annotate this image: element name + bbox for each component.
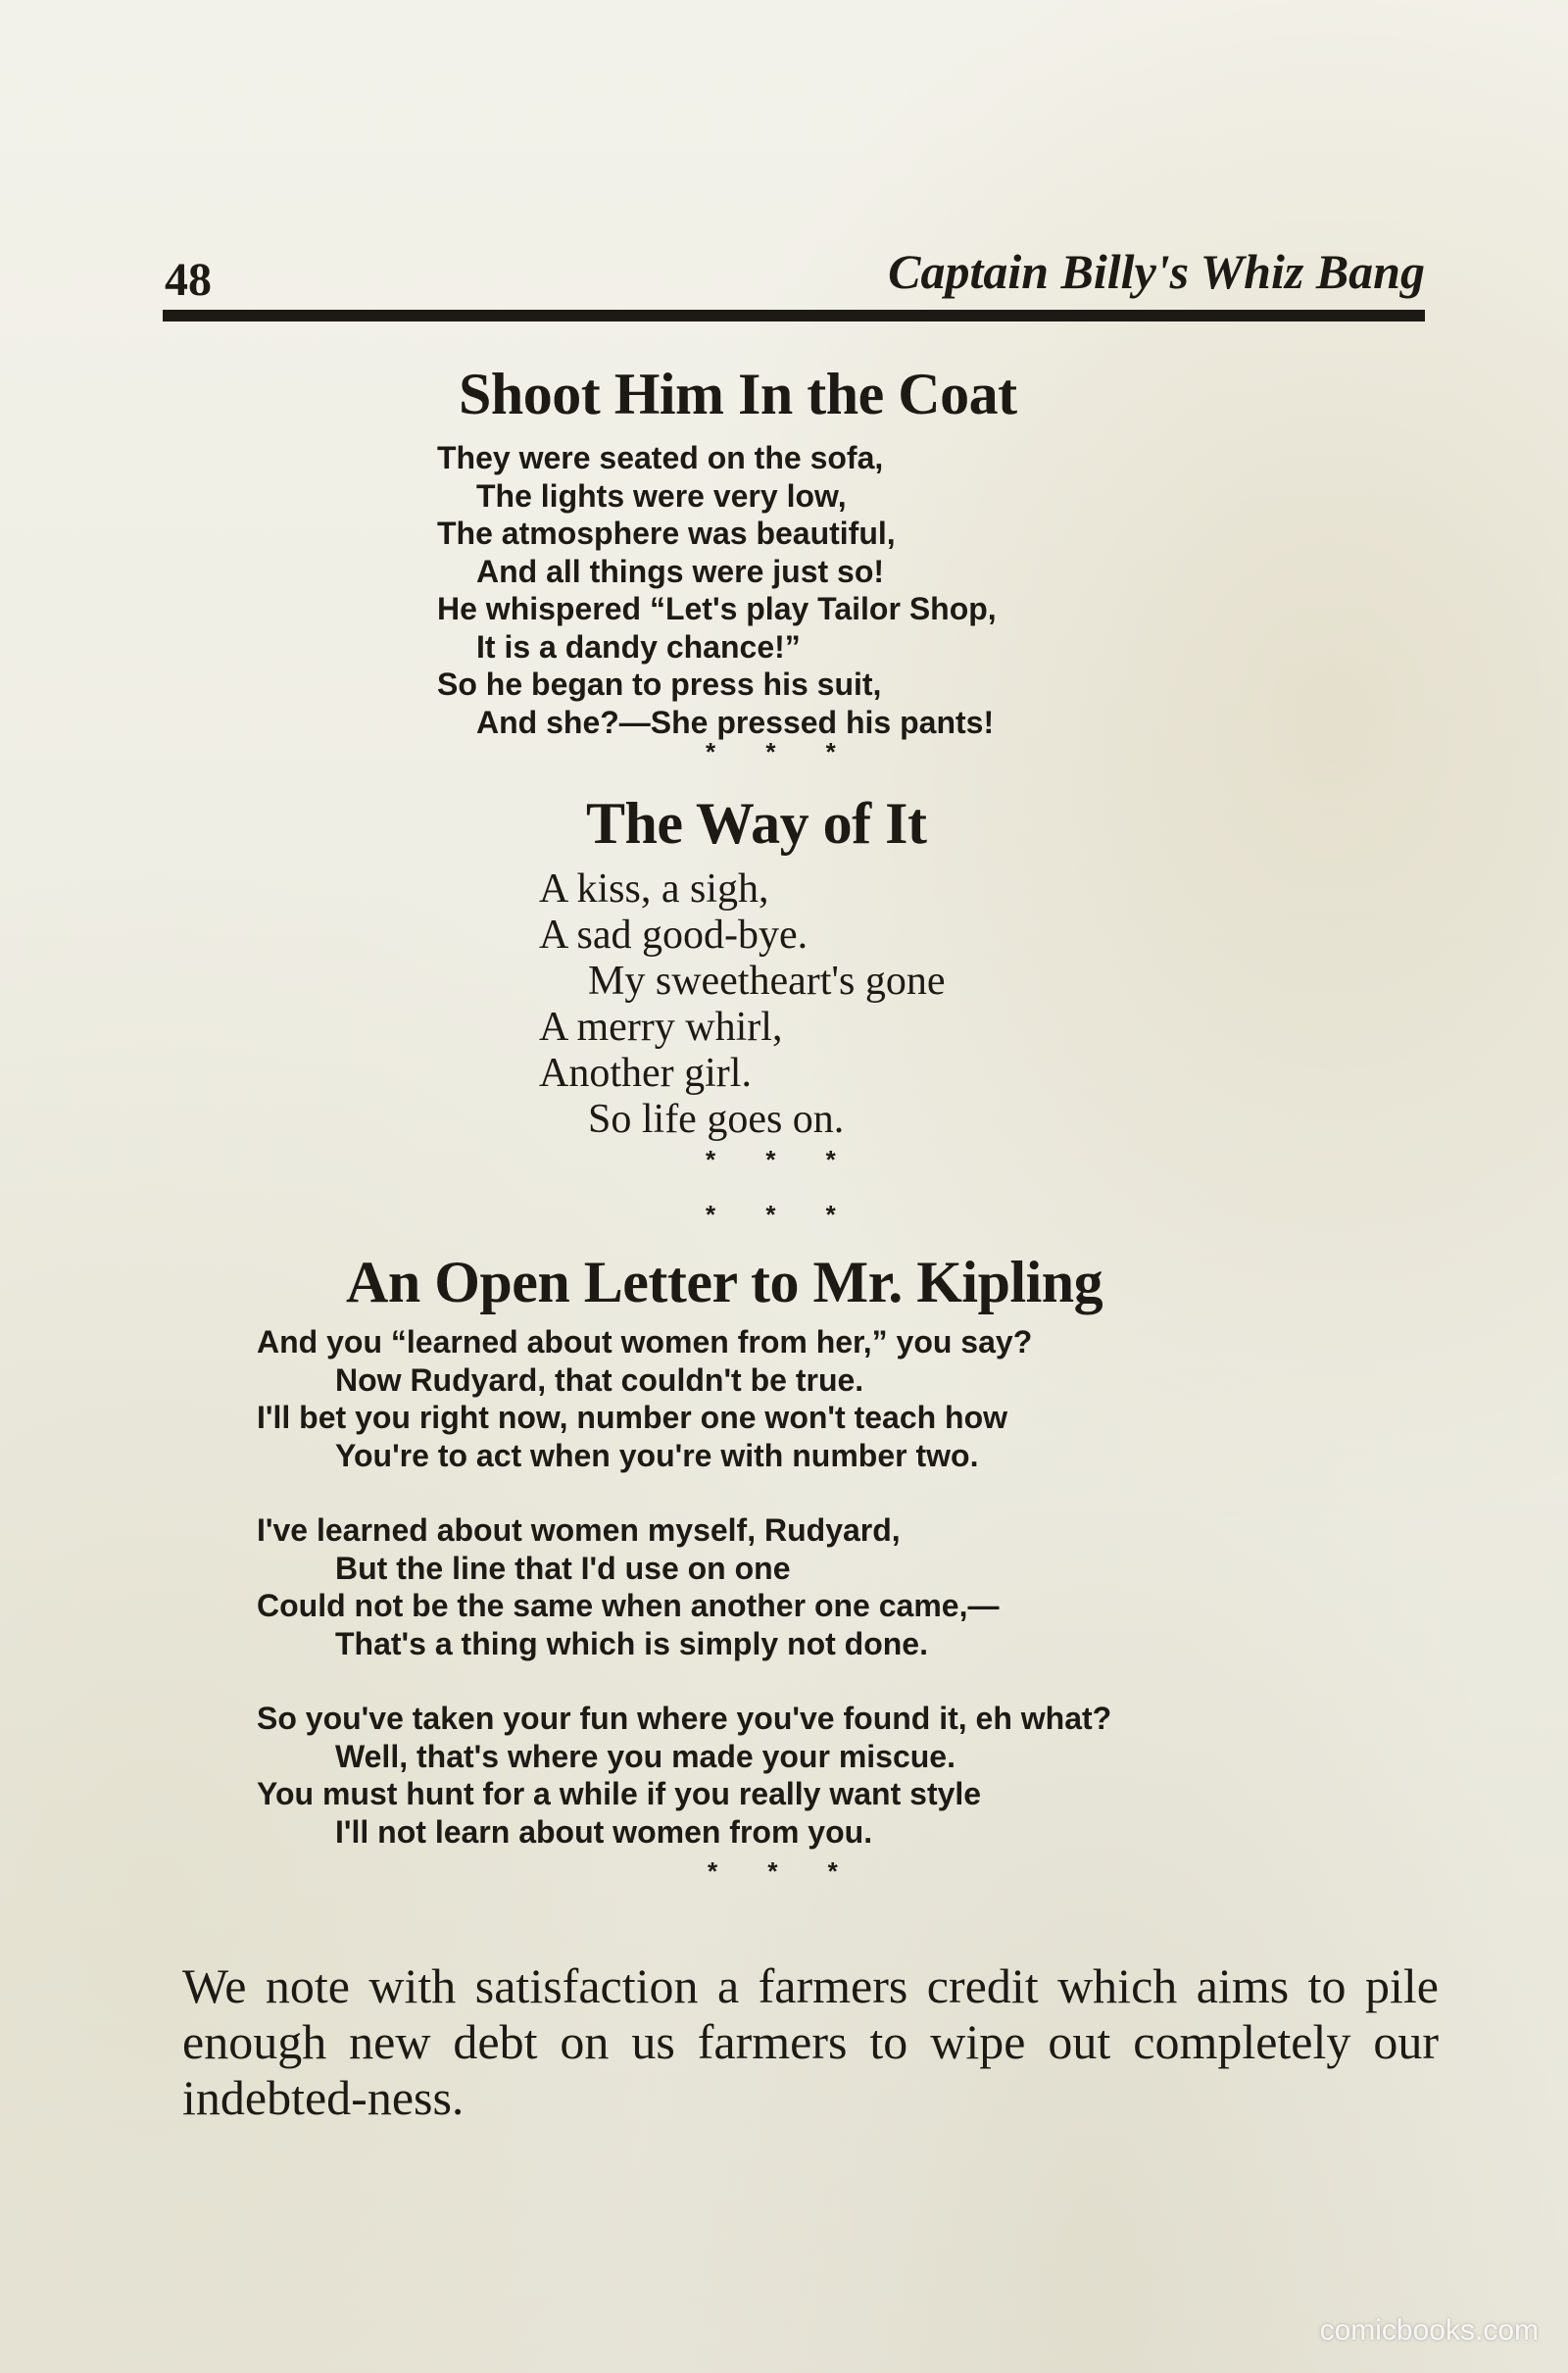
poem-line: My sweetheart's gone	[588, 959, 946, 1004]
poem-line: And she?—She pressed his pants!	[476, 704, 995, 740]
poem-line: So he began to press his suit,	[437, 667, 882, 702]
poem-line: But the line that I'd use on one	[335, 1550, 791, 1586]
poem-line: He whispered “Let's play Tailor Shop,	[437, 591, 997, 626]
poem-line: It is a dandy chance!”	[476, 628, 801, 665]
poem-line: The atmosphere was beautiful,	[437, 516, 896, 551]
poem-open-letter	[257, 1323, 1111, 1851]
section-title-shoot-him: Shoot Him In the Coat	[459, 362, 1017, 426]
watermark: comicbooks.com	[1319, 2314, 1539, 2347]
poem-shoot-him	[437, 439, 997, 741]
section-title-way-of-it: The Way of It	[586, 791, 927, 856]
poem-line: And you “learned about women from her,” you say?	[257, 1324, 1033, 1360]
separator-stars: * * *	[706, 737, 836, 766]
poem-line: I'll bet you right now, number one won't teach how	[257, 1400, 1008, 1435]
poem-line: So life goes on.	[588, 1097, 845, 1142]
header-rule	[163, 310, 1425, 321]
poem-line: You're to act when you're with number two.	[335, 1437, 979, 1473]
poem-line: I've learned about women myself, Rudyard,	[257, 1512, 901, 1548]
poem-line: A sad good-bye.	[539, 913, 808, 958]
page-number: 48	[165, 254, 212, 306]
poem-line: And all things were just so!	[476, 553, 885, 589]
poem-line: The lights were very low,	[476, 477, 847, 514]
poem-line: Well, that's where you made your miscue.	[335, 1738, 956, 1774]
stanza-gap	[257, 1474, 1111, 1511]
separator-stars: * * *	[706, 1145, 836, 1174]
running-title: Captain Billy's Whiz Bang	[888, 244, 1425, 299]
poem-line: A kiss, a sigh,	[539, 866, 769, 912]
poem-line: So you've taken your fun where you've found it, eh what?	[257, 1701, 1112, 1736]
poem-line: Another girl.	[539, 1051, 752, 1096]
section-title-open-letter: An Open Letter to Mr. Kipling	[346, 1250, 1103, 1314]
poem-line: They were seated on the sofa,	[437, 440, 884, 475]
separator-stars: * * *	[706, 1200, 836, 1229]
poem-way-of-it	[539, 866, 945, 1143]
separator-stars: * * *	[708, 1856, 838, 1886]
stanza-gap	[257, 1662, 1111, 1700]
closing-paragraph: We note with satisfaction a farmers credit which aims to pile enough new debt on us farmers to wipe out completely our indebted-ness.	[182, 1958, 1439, 2125]
poem-line: You must hunt for a while if you really want style	[257, 1776, 982, 1811]
poem-line: Could not be the same when another one came,—	[257, 1588, 1000, 1623]
poem-line: I'll not learn about women from you.	[335, 1813, 873, 1850]
poem-line: A merry whirl,	[539, 1005, 783, 1050]
poem-line: That's a thing which is simply not done.	[335, 1625, 928, 1661]
poem-line: Now Rudyard, that couldn't be true.	[335, 1361, 864, 1398]
